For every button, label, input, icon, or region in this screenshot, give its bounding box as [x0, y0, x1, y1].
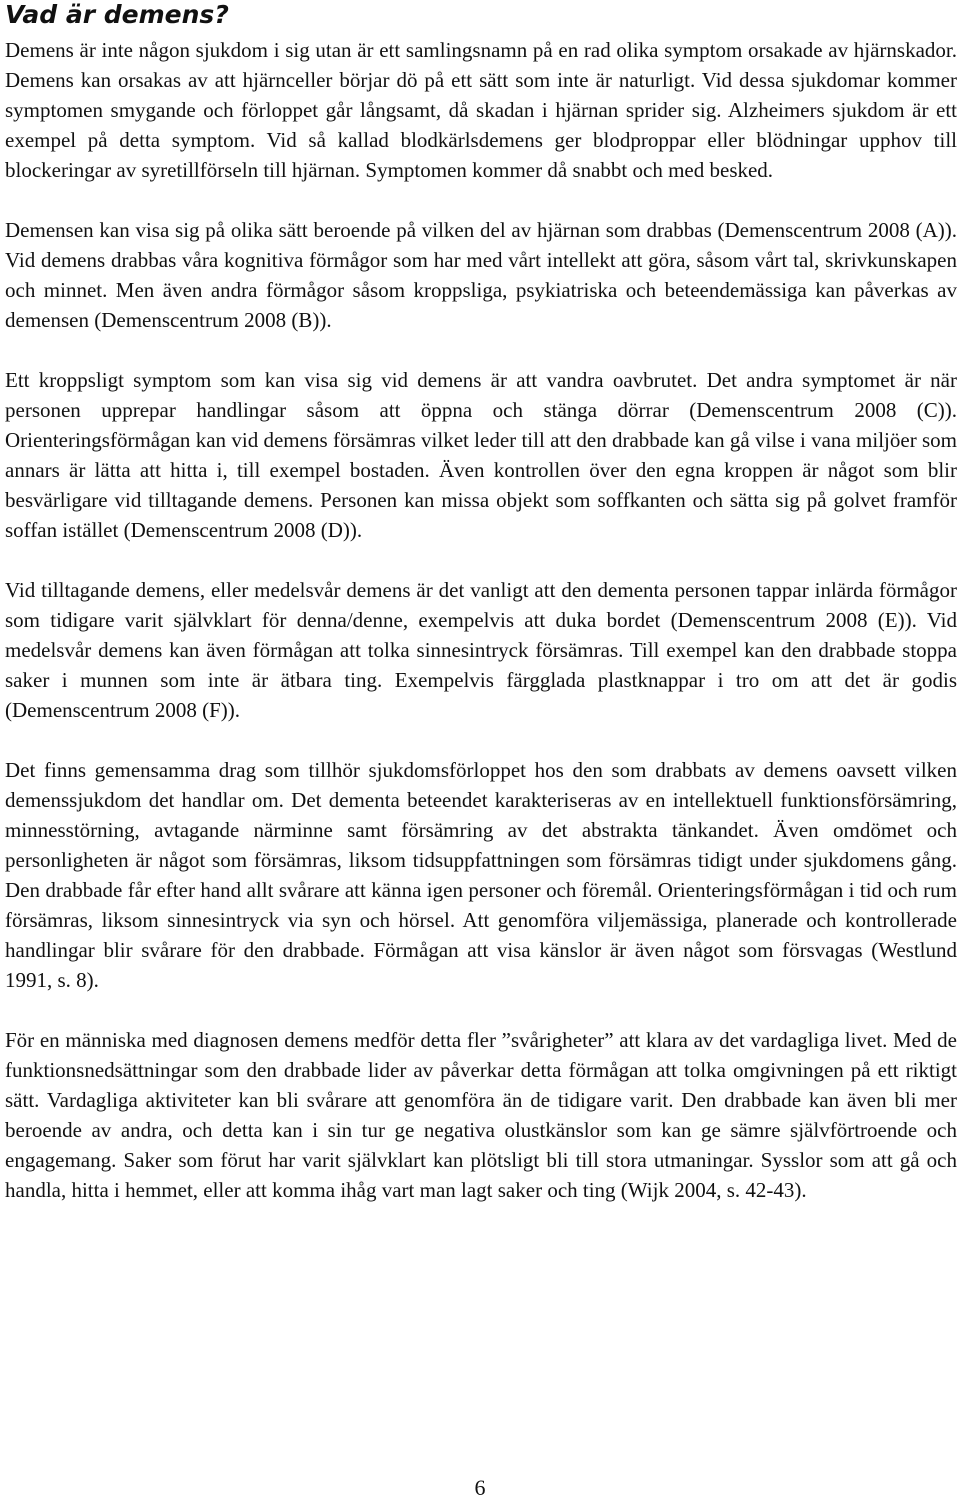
paragraph-common-traits: Det finns gemensamma drag som tillhör sjukdomsförloppet hos den som drabbats av demens oavsett vilken demenssjukdom det handlar om. Det dementa beteendet karakteriseras av en intellektuell funktionsförsämring, minnesstörning, avtagande närminne samt försämring av det abstrakta tänkandet. Även omdömet och personligheten är något som försämras, liksom tidsuppfattningen som försämras tidigt under sjukdomens gång. Den drabbade får efter hand allt svårare att känna igen personer och föremål. Orienteringsförmågan i tid och rum försämras, liksom sinnesintryck via syn och hörsel. Att genomföra viljemässiga, planerade och kontrollerade handlingar blir svårare för den drabbade. Förmågan att visa känslor är även något som försvagas (Westlund 1991, s. 8).	[5, 758, 957, 992]
document-page	[5, 0, 957, 1205]
paragraph-moderate-dementia: Vid tilltagande demens, eller medelsvår demens är det vanligt att den dementa personen tappar inlärda förmågor som tidigare varit självklart för denna/denne, exempelvis att duka bordet (Demenscentrum 2008 (E)). Vid medelsvår demens kan även förmågan att tolka sinnesintryck försämras. Till exempel kan den drabbade stoppa saker i munnen som inte är ätbara ting. Exempelvis färgglada plastknappar i tro om att det är godis (Demenscentrum 2008 (F)).	[5, 578, 957, 722]
paragraph-daily-life: För en människa med diagnosen demens medför detta fler ”svårigheter” att klara av det vardagliga livet. Med de funktionsnedsättningar som den drabbade lider av påverkar detta förmågan att tolka omgivningen på ett riktigt sätt. Vardagliga aktiviteter kan bli svårare att genomföra än de tidigare varit. Den drabbade kan även bli mer beroende av andra, och detta kan i sin tur ge negativa olustkänslor som kan ge sämre självförtroende och engagemang. Saker som förut har varit självklart kan plötsligt bli till stora utmaningar. Sysslor som att gå och handla, hitta i hemmet, eller att komma ihåg vart man lagt saker och ting (Wijk 2004, s. 42-43).	[5, 1028, 957, 1202]
section-heading: Vad är demens?	[5, 0, 229, 29]
paragraph-physical-symptoms: Ett kroppsligt symptom som kan visa sig vid demens är att vandra oavbrutet. Det andra symptomet är när personen upprepar handlingar såsom att öppna och stänga dörrar (Demenscentrum 2008 (C)). Orienteringsförmågan kan vid demens försämras vilket leder till att den drabbade kan gå vilse i vana miljöer som annars är lätta att hitta i, till exempel bostaden. Även kontrollen över den egna kroppen är något som blir besvärligare vid tilltagande demens. Personen kan missa objekt som soffkanten och sätta sig på golvet framför soffan istället (Demenscentrum 2008 (D)).	[5, 368, 957, 542]
page-number: 6	[474, 1475, 486, 1500]
paragraph-manifestation: Demensen kan visa sig på olika sätt beroende på vilken del av hjärnan som drabbas (Demenscentrum 2008 (A)). Vid demens drabbas våra kognitiva förmågor som har med vårt intellekt att göra, såsom vårt tal, skrivkunskapen och minnet. Men även andra förmågor såsom kroppsliga, psykiatriska och beteendemässiga kan påverkas av demensen (Demenscentrum 2008 (B)).	[5, 218, 957, 332]
paragraph-intro: Demens är inte någon sjukdom i sig utan är ett samlingsnamn på en rad olika symptom orsakade av hjärnskador. Demens kan orsakas av att hjärnceller börjar dö på ett sätt som inte är naturligt. Vid dessa sjukdomar kommer symptomen smygande och förloppet går långsamt, då skadan i hjärnan sprider sig. Alzheimers sjukdom är ett exempel på detta symptom. Vid så kallad blodkärlsdemens ger blodproppar eller blödningar upphov till blockeringar av syretillförseln till hjärnan. Symptomen kommer då snabbt och med besked.	[5, 38, 957, 182]
